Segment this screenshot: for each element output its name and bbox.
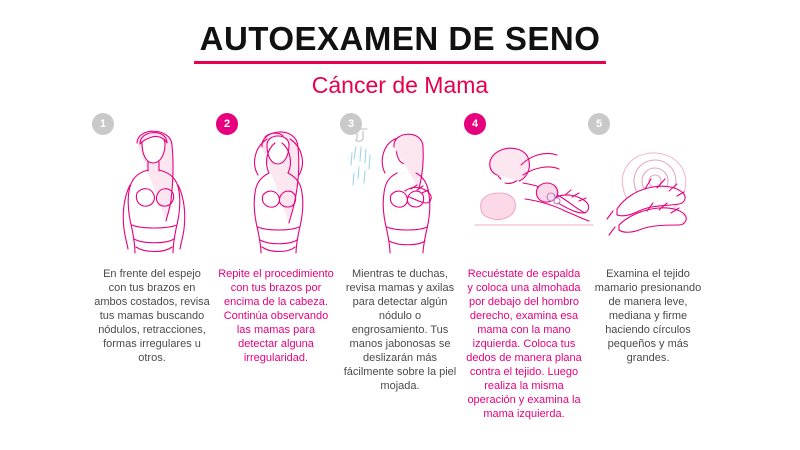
step-caption-3: Mientras te duchas, revisa mamas y axilas para detectar algún nódulo o engrosamiento. Tus manos jabonosas se deslizarán más fácilmente sobre la piel mojada. — [343, 267, 457, 393]
poster-header — [0, 0, 800, 99]
step-number-badge-3: 3 — [340, 113, 362, 135]
step-caption-1: En frente del espejo con tus brazos en ambos costados, revisa tus mamas buscando nódulos, retracciones, formas irregulares u otros. — [94, 267, 210, 365]
step-1 — [90, 113, 214, 366]
step-number-badge-4: 4 — [464, 113, 486, 135]
step-caption-5: Examina el tejido mamario presionando de manera leve, mediana y firme haciendo círculos pequeños y más grandes. — [594, 267, 702, 365]
step-number-badge-1: 1 — [92, 113, 114, 135]
step-number-badge-5: 5 — [588, 113, 610, 135]
woman-lying-down-exam-icon — [465, 113, 583, 261]
steps-row — [0, 113, 800, 422]
hands-palpation-circles-icon — [589, 113, 707, 261]
step-caption-2: Repite el procedimiento con tus brazos por encima de la cabeza. Continúa observando las mamas para detectar alguna irregularidad. — [218, 267, 334, 365]
step-5 — [586, 113, 710, 366]
step-caption-4: Recuéstate de espalda y coloca una almohada por debajo del hombro derecho, examina esa mama con la mano izquierda. Coloca tus dedos de manera plana contra el tejido. Luego realiza la misma operación y examina la mama izquierda. — [466, 267, 582, 421]
page-subtitle: Cáncer de Mama — [311, 71, 489, 98]
woman-arms-overhead-icon — [217, 113, 335, 261]
step-3 — [338, 113, 462, 394]
woman-arms-down-mirror-icon — [93, 113, 211, 261]
step-number-badge-2: 2 — [216, 113, 238, 135]
step-2 — [214, 113, 338, 366]
woman-in-shower-icon — [341, 113, 459, 261]
page-title: AUTOEXAMEN DE SENO — [194, 22, 607, 64]
step-4 — [462, 113, 586, 422]
